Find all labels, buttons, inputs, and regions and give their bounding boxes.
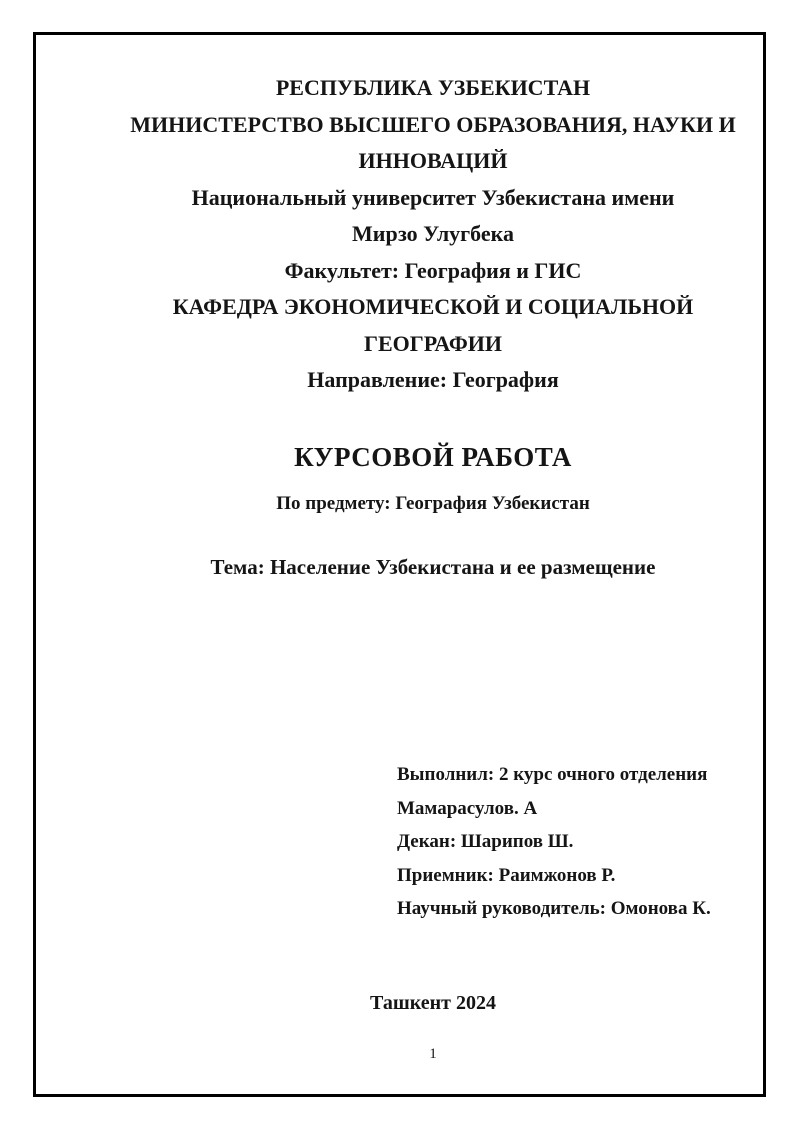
header-line-ministry-1: МИНИСТЕРСТВО ВЫСШЕГО ОБРАЗОВАНИЯ, НАУКИ И — [130, 111, 736, 137]
credits-section — [397, 758, 711, 926]
document-header — [100, 70, 766, 399]
credit-line-supervisor: Научный руководитель: Омонова К. — [397, 898, 711, 919]
credit-line-receiver: Приемник: Раимжонов Р. — [397, 864, 616, 886]
city-year-line: Ташкент 2024 — [370, 992, 496, 1014]
page-number: 1 — [429, 1046, 437, 1062]
header-line-direction: Направление: География — [307, 367, 559, 392]
credit-line-student: Выполнил: 2 курс очного отделения — [397, 764, 708, 785]
thesis-title: КУРСОВОЙ РАБОТА — [294, 442, 572, 472]
subject-line: По предмету: География Узбекистан — [276, 493, 590, 514]
header-line-university-1: Национальный университет Узбекистана имени — [191, 184, 675, 210]
theme-section — [100, 552, 766, 582]
theme-line: Тема: Население Узбекистана и ее размещение — [210, 555, 656, 579]
header-line-faculty: Факультет: География и ГИС — [284, 257, 582, 283]
credit-line-student-name: Мамарасулов. А — [397, 797, 538, 819]
header-line-ministry-2: ИННОВАЦИЙ — [358, 148, 508, 173]
header-line-university-2: Мирзо Улугбека — [352, 221, 514, 246]
header-line-department-1: КАФЕДРА ЭКОНОМИЧЕСКОЙ И СОЦИАЛЬНОЙ — [172, 294, 694, 319]
header-line-department-2: ГЕОГРАФИИ — [363, 330, 503, 356]
header-line-republic: РЕСПУБЛИКА УЗБЕКИСТАН — [275, 75, 591, 100]
credit-line-dean: Декан: Шарипов Ш. — [397, 831, 574, 852]
title-section — [100, 437, 766, 519]
